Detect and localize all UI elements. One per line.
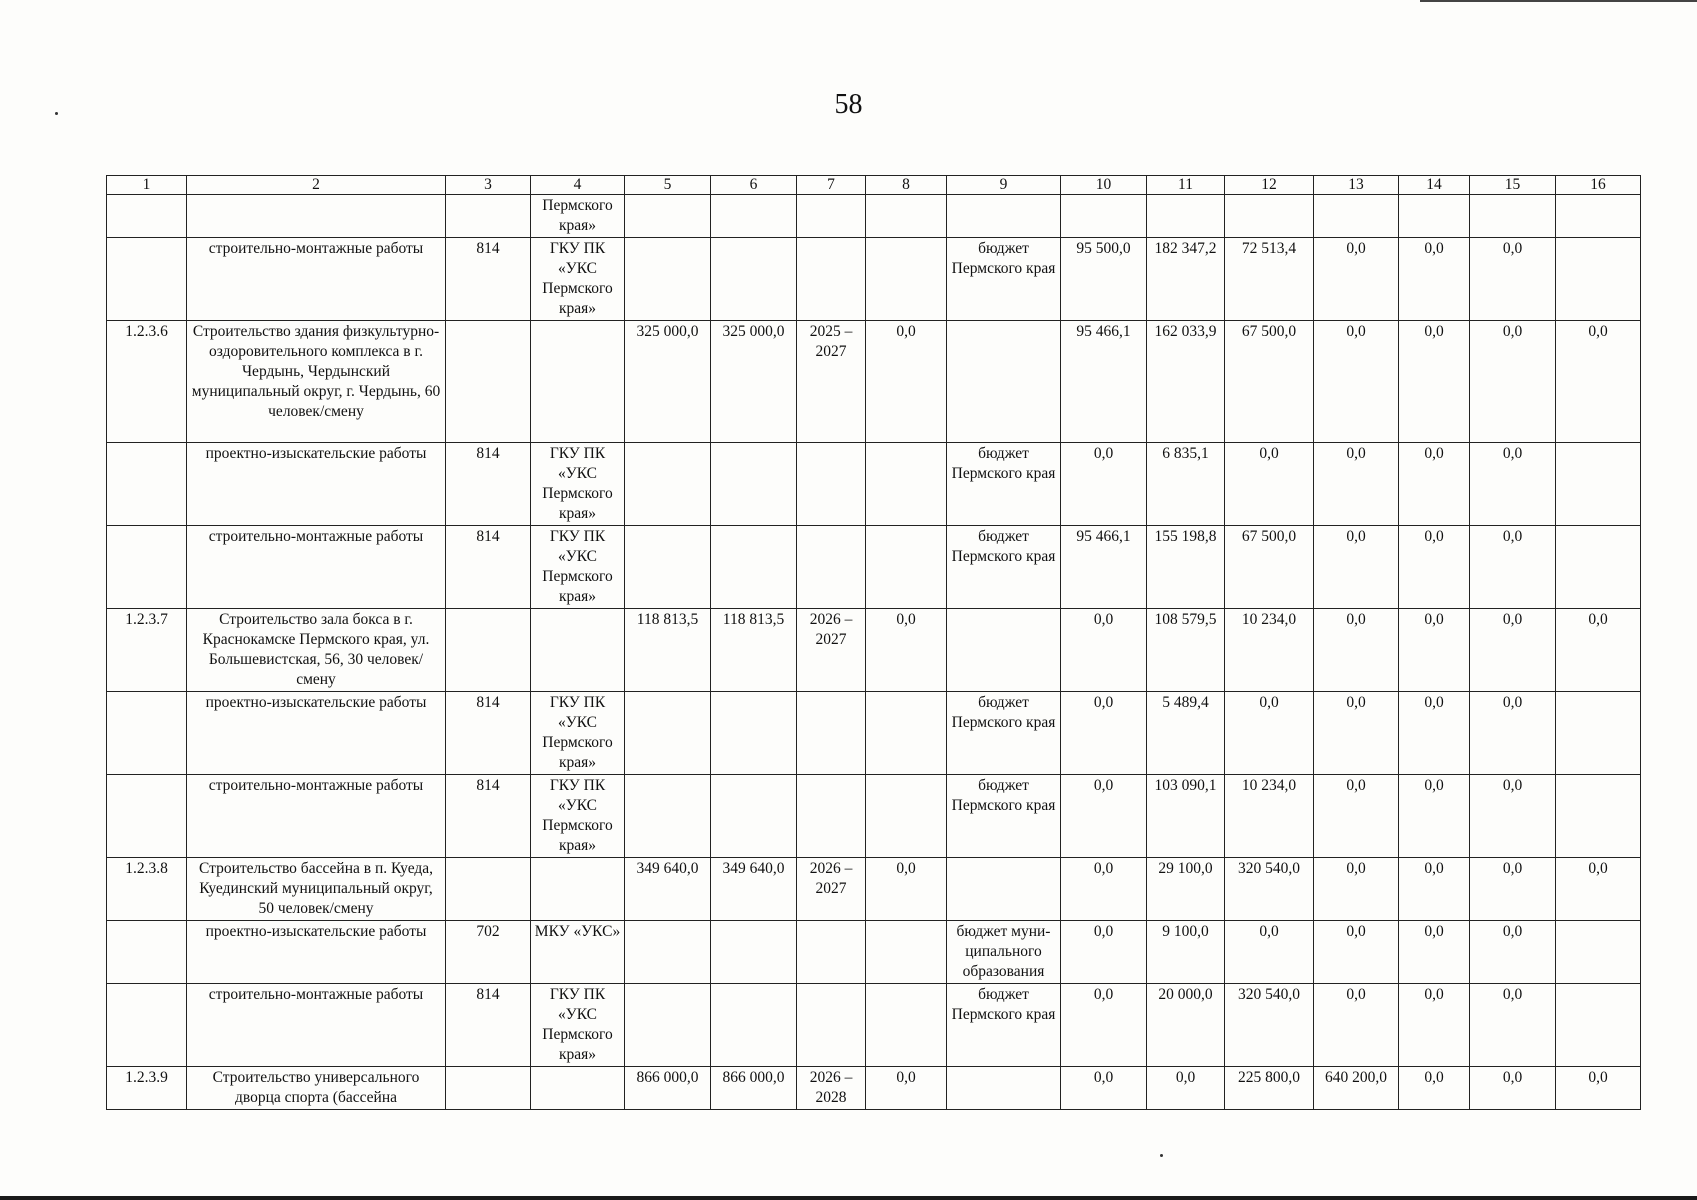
table-cell [1556, 238, 1641, 321]
table-cell: 5 489,4 [1147, 692, 1225, 775]
table-cell: 0,0 [1399, 321, 1470, 443]
table-cell [625, 443, 711, 526]
table-cell: бюджет Пермского края [947, 443, 1061, 526]
table-cell [866, 443, 947, 526]
table-cell: 1.2.3.9 [107, 1067, 187, 1110]
column-header: 4 [531, 176, 625, 195]
table-cell [625, 195, 711, 238]
table-cell: 0,0 [1061, 443, 1147, 526]
table-cell [625, 692, 711, 775]
table-row [107, 858, 1641, 921]
scan-speck [55, 112, 58, 115]
table-cell: 0,0 [1314, 921, 1399, 984]
table-cell [1556, 443, 1641, 526]
table-cell [1556, 692, 1641, 775]
header-row [107, 176, 1641, 195]
table-cell: 0,0 [1470, 443, 1556, 526]
table-cell: 0,0 [1399, 609, 1470, 692]
table-cell: 72 513,4 [1225, 238, 1314, 321]
table-cell: 225 800,0 [1225, 1067, 1314, 1110]
table-cell [531, 1067, 625, 1110]
table-cell: 95 500,0 [1061, 238, 1147, 321]
table-cell: 814 [446, 443, 531, 526]
table-cell [711, 921, 797, 984]
table-row [107, 238, 1641, 321]
table-cell: 1.2.3.6 [107, 321, 187, 443]
column-header: 10 [1061, 176, 1147, 195]
table-cell [947, 609, 1061, 692]
table-cell: 0,0 [1314, 321, 1399, 443]
table-cell: 95 466,1 [1061, 526, 1147, 609]
table-cell: 0,0 [1061, 858, 1147, 921]
table-cell: 0,0 [1399, 858, 1470, 921]
table-cell: 0,0 [1470, 1067, 1556, 1110]
column-header: 14 [1399, 176, 1470, 195]
table-cell: 0,0 [1399, 1067, 1470, 1110]
table-cell [947, 321, 1061, 443]
table-cell [711, 238, 797, 321]
table-row [107, 443, 1641, 526]
table-cell [107, 195, 187, 238]
table-row [107, 775, 1641, 858]
table-cell: 325 000,0 [711, 321, 797, 443]
table-cell: 866 000,0 [625, 1067, 711, 1110]
table-cell: 0,0 [1314, 775, 1399, 858]
table-cell [866, 921, 947, 984]
page-number: 58 [834, 89, 863, 120]
table-cell: 0,0 [1314, 858, 1399, 921]
table-cell: 325 000,0 [625, 321, 711, 443]
table-cell: 0,0 [1314, 526, 1399, 609]
table-cell: бюджет Пермского края [947, 238, 1061, 321]
table-cell: 0,0 [1556, 858, 1641, 921]
table-cell: 0,0 [1061, 921, 1147, 984]
table-cell: 2026 – 2027 [797, 858, 866, 921]
column-header: 1 [107, 176, 187, 195]
table-cell: бюджет Пермского края [947, 984, 1061, 1067]
table-cell [625, 238, 711, 321]
table-cell: строительно-монтажные работы [187, 526, 446, 609]
table-cell: 0,0 [1399, 984, 1470, 1067]
table-cell: ГКУ ПК «УКС Пермского края» [531, 238, 625, 321]
table-cell: 10 234,0 [1225, 775, 1314, 858]
table-cell: строительно-монтажные работы [187, 238, 446, 321]
table-cell [866, 692, 947, 775]
table-cell [625, 984, 711, 1067]
table-cell: Строительство зала бокса в г. Краснокамске Пермского края, ул. Большевистская, 56, 30 человек/смену [187, 609, 446, 692]
table-cell: 0,0 [1225, 443, 1314, 526]
table-cell [797, 921, 866, 984]
table-cell: Строительство бассейна в п. Куеда, Куединский муниципальный округ, 50 человек/смену [187, 858, 446, 921]
table-cell: 814 [446, 984, 531, 1067]
table-cell [1147, 195, 1225, 238]
table-cell [531, 609, 625, 692]
table-cell: 108 579,5 [1147, 609, 1225, 692]
column-header: 7 [797, 176, 866, 195]
table-cell [866, 775, 947, 858]
table-cell [711, 692, 797, 775]
column-header: 15 [1470, 176, 1556, 195]
table-cell: 0,0 [866, 609, 947, 692]
table-cell: 0,0 [1399, 238, 1470, 321]
table-cell: 10 234,0 [1225, 609, 1314, 692]
table-cell: 814 [446, 238, 531, 321]
table-cell: 1.2.3.8 [107, 858, 187, 921]
table-cell [1556, 984, 1641, 1067]
table-cell [797, 443, 866, 526]
table-cell [797, 775, 866, 858]
table-cell [711, 526, 797, 609]
table-cell [107, 775, 187, 858]
table-cell: 0,0 [866, 321, 947, 443]
table-cell [1556, 921, 1641, 984]
column-header: 3 [446, 176, 531, 195]
table-cell [866, 984, 947, 1067]
table-cell: 0,0 [1314, 238, 1399, 321]
table-cell [107, 984, 187, 1067]
table-cell: МКУ «УКС» [531, 921, 625, 984]
table-cell: 103 090,1 [1147, 775, 1225, 858]
table-cell: ГКУ ПК «УКС Пермского края» [531, 984, 625, 1067]
table-cell: 814 [446, 526, 531, 609]
table-cell: 0,0 [1470, 526, 1556, 609]
table-cell: 118 813,5 [625, 609, 711, 692]
table-cell [866, 526, 947, 609]
table-cell [531, 858, 625, 921]
table-cell: 0,0 [1061, 984, 1147, 1067]
table-cell: 866 000,0 [711, 1067, 797, 1110]
table-cell: 0,0 [1399, 526, 1470, 609]
column-header: 2 [187, 176, 446, 195]
table-cell: 2026 – 2028 [797, 1067, 866, 1110]
table-cell [1225, 195, 1314, 238]
table-cell: бюджет Пермского края [947, 775, 1061, 858]
table-cell [1556, 775, 1641, 858]
table-cell: 814 [446, 692, 531, 775]
table-cell: 9 100,0 [1147, 921, 1225, 984]
table-cell: 29 100,0 [1147, 858, 1225, 921]
table-cell [1556, 526, 1641, 609]
table-cell: 67 500,0 [1225, 526, 1314, 609]
table-cell: 814 [446, 775, 531, 858]
table-cell: проектно-изыскательские работы [187, 921, 446, 984]
table-cell: 349 640,0 [625, 858, 711, 921]
table-cell: 95 466,1 [1061, 321, 1147, 443]
table-cell [446, 321, 531, 443]
table-cell: 0,0 [1556, 609, 1641, 692]
table-cell [446, 609, 531, 692]
scan-edge-line-bottom [0, 1196, 1697, 1200]
table-cell [107, 443, 187, 526]
table-cell [866, 195, 947, 238]
table-cell [107, 921, 187, 984]
table-cell: 0,0 [1225, 692, 1314, 775]
table-cell: 320 540,0 [1225, 984, 1314, 1067]
table-cell: 0,0 [1470, 609, 1556, 692]
table-cell: 1.2.3.7 [107, 609, 187, 692]
table-row [107, 692, 1641, 775]
table-cell [625, 921, 711, 984]
table-cell [1470, 195, 1556, 238]
column-header: 12 [1225, 176, 1314, 195]
table-cell: строительно-монтажные работы [187, 984, 446, 1067]
table-cell: 155 198,8 [1147, 526, 1225, 609]
table-cell: 0,0 [1314, 984, 1399, 1067]
table-row [107, 321, 1641, 443]
table-cell: бюджет муни-ципального образования [947, 921, 1061, 984]
table-cell [947, 195, 1061, 238]
table-cell: 182 347,2 [1147, 238, 1225, 321]
column-header: 9 [947, 176, 1061, 195]
table-cell: 0,0 [1061, 692, 1147, 775]
table-cell [107, 238, 187, 321]
column-header: 8 [866, 176, 947, 195]
table-cell [625, 526, 711, 609]
table-cell [711, 775, 797, 858]
table-cell: 349 640,0 [711, 858, 797, 921]
table-cell: 0,0 [1399, 921, 1470, 984]
table-cell: 0,0 [1470, 858, 1556, 921]
table-cell [711, 195, 797, 238]
table-cell [711, 443, 797, 526]
table-cell: бюджет Пермского края [947, 526, 1061, 609]
column-header: 5 [625, 176, 711, 195]
budget-table [106, 175, 1641, 1110]
table-cell: 67 500,0 [1225, 321, 1314, 443]
table-cell: 0,0 [1061, 609, 1147, 692]
scan-speck [1160, 1154, 1163, 1157]
table-cell: 20 000,0 [1147, 984, 1225, 1067]
table-cell [797, 692, 866, 775]
table-cell: 0,0 [1314, 443, 1399, 526]
table-cell [1061, 195, 1147, 238]
table-cell [797, 238, 866, 321]
table-cell: 0,0 [1556, 1067, 1641, 1110]
table-cell: Пермского края» [531, 195, 625, 238]
table-cell: ГКУ ПК «УКС Пермского края» [531, 775, 625, 858]
table-cell [446, 858, 531, 921]
table-row [107, 526, 1641, 609]
table-cell: ГКУ ПК «УКС Пермского края» [531, 526, 625, 609]
table-cell [947, 858, 1061, 921]
table-cell [446, 195, 531, 238]
table-cell [711, 984, 797, 1067]
table-cell: 2026 – 2027 [797, 609, 866, 692]
table-row [107, 921, 1641, 984]
table-cell: бюджет Пермского края [947, 692, 1061, 775]
table-cell: проектно-изыскательские работы [187, 692, 446, 775]
table-cell: 118 813,5 [711, 609, 797, 692]
table-cell [797, 984, 866, 1067]
table-cell: 0,0 [1556, 321, 1641, 443]
table-cell: 0,0 [1470, 984, 1556, 1067]
column-header: 11 [1147, 176, 1225, 195]
table-cell: 0,0 [1399, 443, 1470, 526]
table-cell: 162 033,9 [1147, 321, 1225, 443]
table-cell [797, 195, 866, 238]
table-cell: 0,0 [1399, 692, 1470, 775]
table-cell [1556, 195, 1641, 238]
table-cell [107, 526, 187, 609]
table-cell: 0,0 [1314, 609, 1399, 692]
table-row [107, 984, 1641, 1067]
table-cell: 2025 – 2027 [797, 321, 866, 443]
table-cell: 0,0 [1061, 775, 1147, 858]
table-cell [625, 775, 711, 858]
table-cell: 0,0 [1225, 921, 1314, 984]
table-cell: 0,0 [866, 1067, 947, 1110]
column-header: 6 [711, 176, 797, 195]
table-cell [107, 692, 187, 775]
table-cell: ГКУ ПК «УКС Пермского края» [531, 692, 625, 775]
table-cell [1314, 195, 1399, 238]
table-cell [797, 526, 866, 609]
table-cell: 0,0 [866, 858, 947, 921]
table-cell [187, 195, 446, 238]
table-cell: строительно-монтажные работы [187, 775, 446, 858]
table-cell: 0,0 [1470, 321, 1556, 443]
table-cell: 640 200,0 [1314, 1067, 1399, 1110]
table-cell: Строительство здания физкультурно-оздоровительного комплекса в г. Чердынь, Чердынский муниципальный округ, г. Чердынь, 60 человек/смену [187, 321, 446, 443]
table-cell [947, 1067, 1061, 1110]
table-cell [1399, 195, 1470, 238]
table-cell: Строительство универсального дворца спорта (бассейна [187, 1067, 446, 1110]
table-cell: 0,0 [1470, 921, 1556, 984]
table-cell: 0,0 [1147, 1067, 1225, 1110]
table-cell [446, 1067, 531, 1110]
column-header: 13 [1314, 176, 1399, 195]
table-cell: 320 540,0 [1225, 858, 1314, 921]
table-cell: 0,0 [1314, 692, 1399, 775]
table-cell [866, 238, 947, 321]
table-cell [531, 321, 625, 443]
table-row [107, 1067, 1641, 1110]
column-header: 16 [1556, 176, 1641, 195]
table-cell: 0,0 [1470, 775, 1556, 858]
table-row [107, 609, 1641, 692]
table-cell: ГКУ ПК «УКС Пермского края» [531, 443, 625, 526]
table-row [107, 195, 1641, 238]
table-cell: 702 [446, 921, 531, 984]
table-cell: 0,0 [1399, 775, 1470, 858]
table-cell: 6 835,1 [1147, 443, 1225, 526]
table-cell: проектно-изыскательские работы [187, 443, 446, 526]
table-cell: 0,0 [1470, 238, 1556, 321]
table-cell: 0,0 [1470, 692, 1556, 775]
scan-edge-line-top [1420, 0, 1697, 2]
table-cell: 0,0 [1061, 1067, 1147, 1110]
